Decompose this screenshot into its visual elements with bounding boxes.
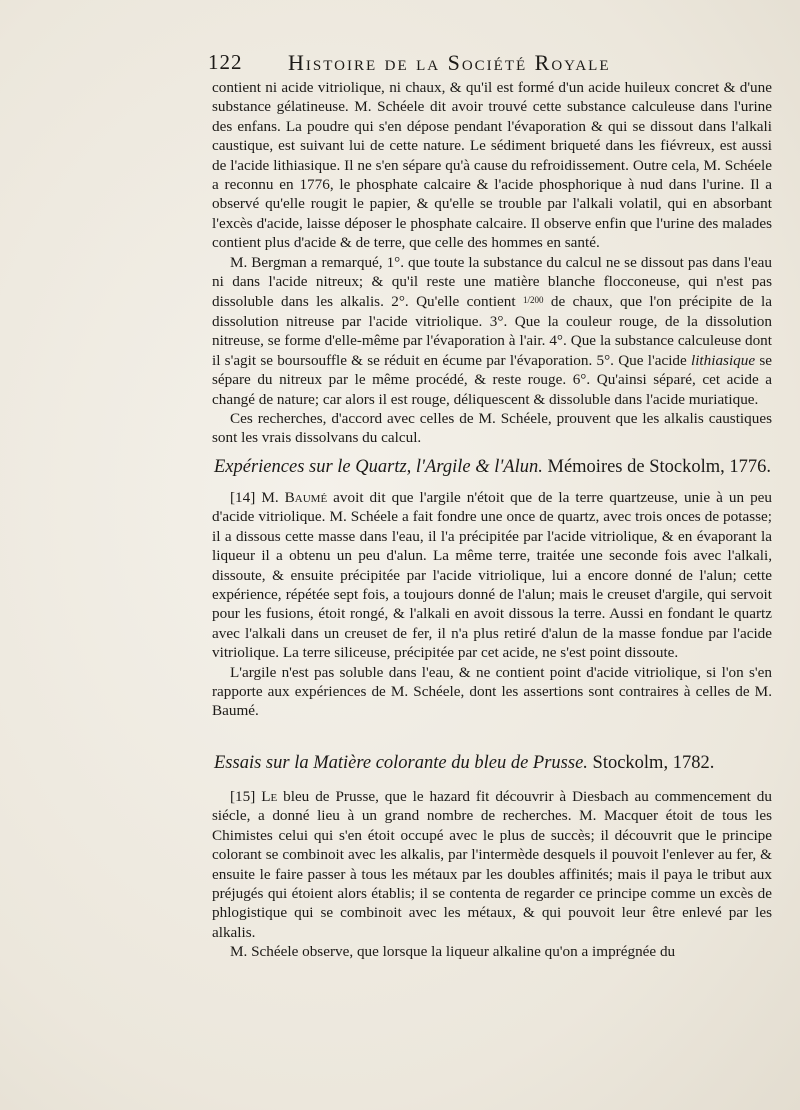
heading-source: Mémoires de Stockolm, 1776. <box>542 457 772 477</box>
text-run: de chaux, que l'on précipite de la dissolution nitreuse par l'acide vitriolique. 3°. Que la couleur rouge, de la dissolution nitreuse, se forme d'elle-même par l'évaporation à l'air. 4°. Que la substance calculeuse dont il s'agit se boursouffle & se réduit en écume par l'évaporation. 5°. Que l'acide <box>212 293 773 369</box>
text-run: [14] M. <box>230 489 285 506</box>
text-run: M. Bergman a remarqué, 1°. que toute la substance du calcul ne se dissout pas dans l'eau ni dans l'acide nitreux; & qu'il reste une matière blanche flocconeuse, qui n'est pas dissoluble dans les alkalis. 2°. Qu'elle contient <box>212 253 772 311</box>
text-block-prussian-blue <box>212 787 772 962</box>
text-run: avoit dit que l'argile n'étoit que de la terre quartzeuse, unie à un peu d'acide vitriolique. M. Schéele a fait fondre une once de quartz, avec trois onces de potasse; il a dissous cette masse dans l'eau, il l'a précipitée par l'acide vitriolique, & en évaporant la liqueur il a obtenu un peu d'alun. La même terre, traitée une seconde fois avec l'alkali, dissoute, & ensuite précipitée par l'acide vitriolique, lui a encore donné de l'alun; cette expérience, répétée sept fois, a toujours donné de l'alun; mais le creuset d'argile, qui servoit pour les fusions, étoit rongé, & l'alkali en avoit dissous la terre. Aussi en fondant le quartz avec l'alkali dans un creuset de fer, il n'a plus retiré d'alun de la masse fondue par l'acide vitriolique. La terre siliceuse, précipitée par cet acide, ne s'est point dissoute. <box>212 489 773 662</box>
initial-word: Le <box>261 788 278 805</box>
text-run: se sépare du nitreux par le même procédé, & reste rouge. 6°. Qu'ainsi séparé, cet acide a changé de nature; car alors il est rouge, déliquescent & dissoluble dans l'acide muriatique. <box>212 351 772 408</box>
page-number: 122 <box>208 50 243 74</box>
running-title: Histoire de la Société Royale <box>288 50 611 75</box>
paragraph: L'argile n'est pas soluble dans l'eau, & ne contient point d'acide vitriolique, si l'on s'en rapporte aux expériences de M. Schéele, dont les assertions sont contraires à celles de M. Baumé. <box>212 663 772 720</box>
italic-term: lithiasique <box>690 351 756 369</box>
paragraph <box>212 787 772 942</box>
text-run: bleu de Prusse, que le hazard fit découvrir à Diesbach au commencement du siécle, a donné lieu à un grand nombre de recherches. M. Macquer étoit de tous les Chimistes celui qui s'en étoit occupé avec le plus de succès; il découvrit que le principe colorant se combinoit avec les alkalis, par l'intermède desquels il pouvoit l'enlever au fer, & ensuite le faire passer à tous les métaux par les doubles affinités; mais il paya le tribut aux préjugés qui étoient alors établis; il se contenta de regarder ce principe comme un excès de phlogistique qui se combinoit avec les métaux, & qui pouvoit leur être enlevé par les alkalis. <box>212 788 772 941</box>
heading-source: Stockolm, 1782. <box>587 753 715 773</box>
paragraph: contient ni acide vitriolique, ni chaux, & qu'il est formé d'un acide huileux concret & d'une substance gélatineuse. M. Schéele dit avoir trouvé cette substance calculeuse dans l'urine des enfans. La poudre qui s'en dépose pendant l'évaporation & qui se dissout dans l'alkali caustique, est suivant lui de cette nature. Le sédiment briqueté dans les fiévreux, est aussi de l'acide lithiasique. Il ne s'en sépare qu'à cause du refroidissement. Outre cela, M. Schéele a reconnu en 1776, le phosphate calcaire & l'acide phosphorique à nud dans l'urine. Il a observé qu'elle rougit le papier, & qu'elle se trouble par l'alkali volatil, qui en absorbant l'excès d'acide, laisse déposer le phosphate calcaire. Il observe enfin que l'urine des malades contient plus d'acide & de terre, que celle des hommes en santé. <box>212 79 772 252</box>
author-name: Baumé <box>284 489 328 506</box>
text-block-lithiasic <box>212 78 772 448</box>
text-block-quartz <box>212 488 772 721</box>
section-heading <box>214 457 774 478</box>
paragraph: Ces recherches, d'accord avec celles de M. Schéele, prouvent que les alkalis caustiques sont les vrais dissolvans du calcul. <box>212 409 772 447</box>
heading-italic: Expériences sur le Quartz, l'Argile & l'Alun. <box>214 457 543 477</box>
paragraph: M. Schéele observe, que lorsque la liqueur alkaline qu'on a imprégnée du <box>230 943 676 961</box>
running-head <box>208 50 768 76</box>
section-heading <box>214 753 774 774</box>
paragraph <box>212 253 772 409</box>
heading-italic: Essais sur la Matière colorante du bleu de Prusse. <box>214 753 588 773</box>
paragraph <box>212 488 772 663</box>
text-run: [15] <box>230 788 262 805</box>
fraction: 1/200 <box>522 295 544 306</box>
